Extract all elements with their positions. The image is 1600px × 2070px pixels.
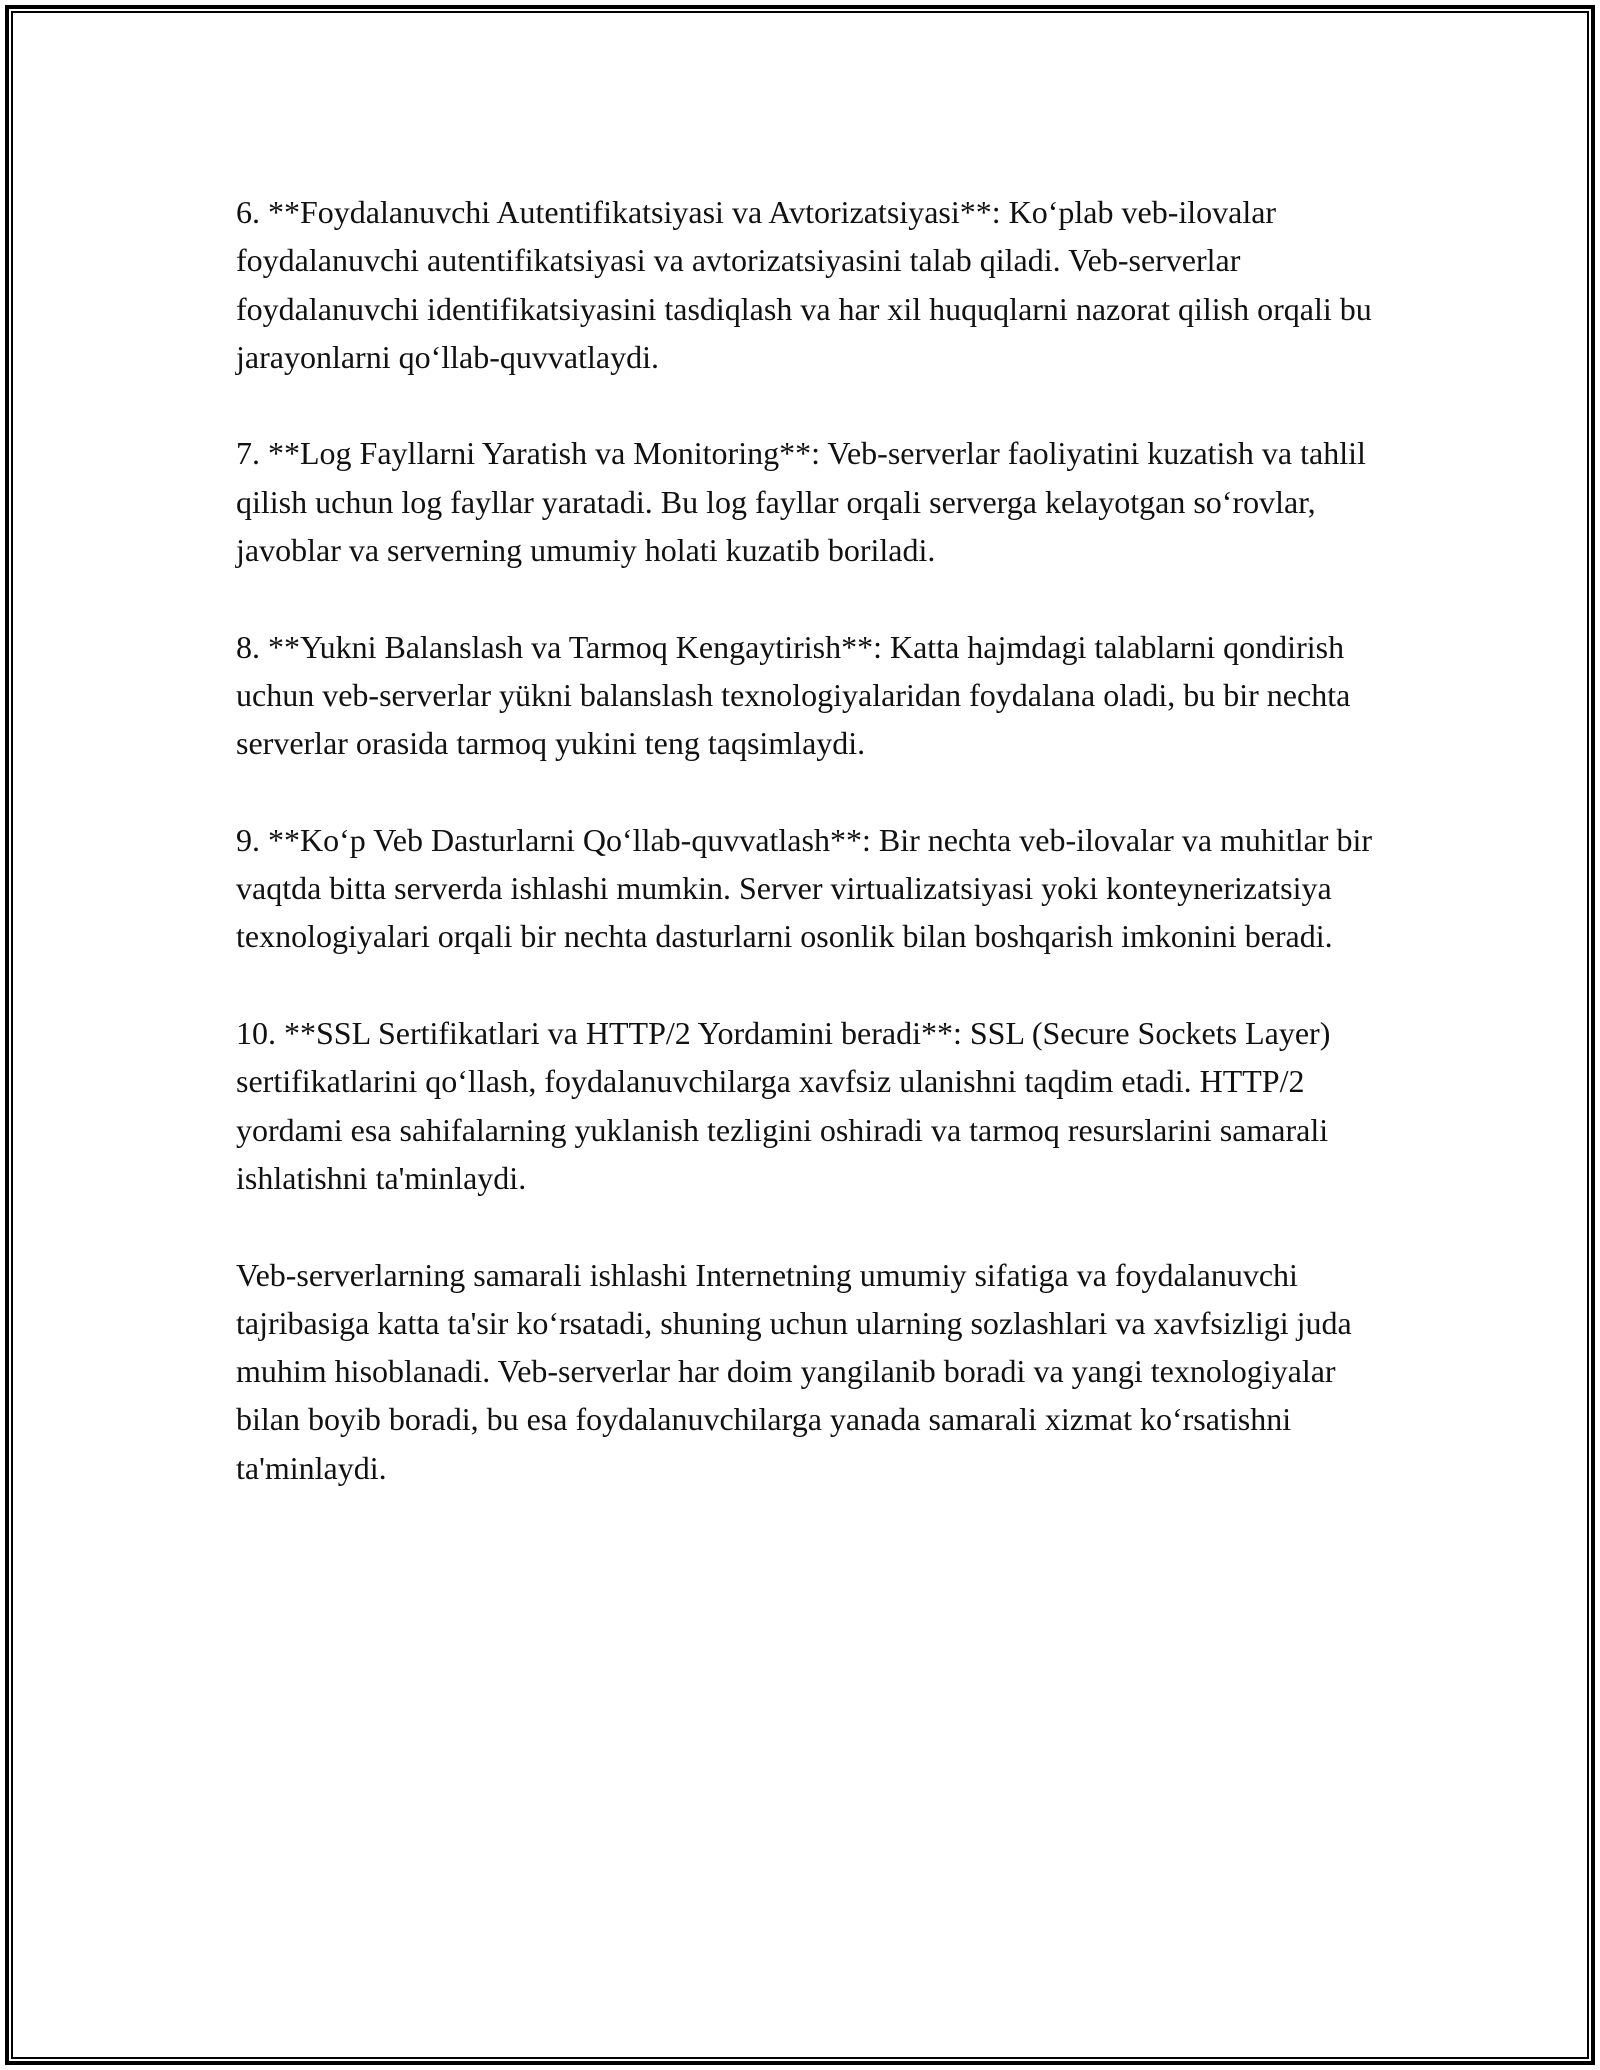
- paragraph-item-8: 8. **Yukni Balanslash va Tarmoq Kengaytirish**: Katta hajmdagi talablarni qondirish uchun veb-serverlar yükni balanslash texnologiyalaridan foydalana oladi, bu bir nechta serverlar orasida tarmoq yukini teng taqsimlaydi.: [236, 628, 1351, 762]
- document-body: [236, 188, 1376, 1492]
- paragraph-item-7: 7. **Log Fayllarni Yaratish va Monitoring**: Veb-serverlar faoliyatini kuzatish va tahlil qilish uchun log fayllar yaratadi. Bu log fayllar orqali serverga kelayotgan so‘rovlar, javoblar va serverning umumiy holati kuzatib boriladi.: [236, 435, 1366, 569]
- paragraph-item-6: 6. **Foydalanuvchi Autentifikatsiyasi va Avtorizatsiyasi**: Ko‘plab veb-ilovalar foydalanuvchi autentifikatsiyasi va avtorizatsiyasini talab qiladi. Veb-serverlar foydalanuvchi identifikatsiyasini tasdiqlash va har xil huquqlarni nazorat qilish orqali bu jarayonlarni qo‘llab-quvvatlaydi.: [236, 194, 1372, 375]
- paragraph-item-9: 9. **Ko‘p Veb Dasturlarni Qo‘llab-quvvatlash**: Bir nechta veb-ilovalar va muhitlar bir vaqtda bitta serverda ishlashi mumkin. Server virtualizatsiyasi yoki konteynerizatsiya texnologiyalari orqali bir nechta dasturlarni osonlik bilan boshqarish imkonini beradi.: [236, 821, 1372, 955]
- paragraph-conclusion: Veb-serverlarning samarali ishlashi Internetning umumiy sifatiga va foydalanuvchi tajribasiga katta ta'sir ko‘rsatadi, shuning uchun ularning sozlashlari va xavfsizligi juda muhim hisoblanadi. Veb-serverlar har doim yangilanib boradi va yangi texnologiyalar bilan boyib boradi, bu esa foydalanuvchilarga yanada samarali xizmat ko‘rsatishni ta'minlaydi.: [236, 1256, 1352, 1486]
- paragraph-item-10: 10. **SSL Sertifikatlari va HTTP/2 Yordamini beradi**: SSL (Secure Sockets Layer) sertifikatlarini qo‘llash, foydalanuvchilarga xavfsiz ulanishni taqdim etadi. HTTP/2 yordami esa sahifalarning yuklanish tezligini oshiradi va tarmoq resurslarini samarali ishlatishni ta'minlaydi.: [236, 1015, 1331, 1196]
